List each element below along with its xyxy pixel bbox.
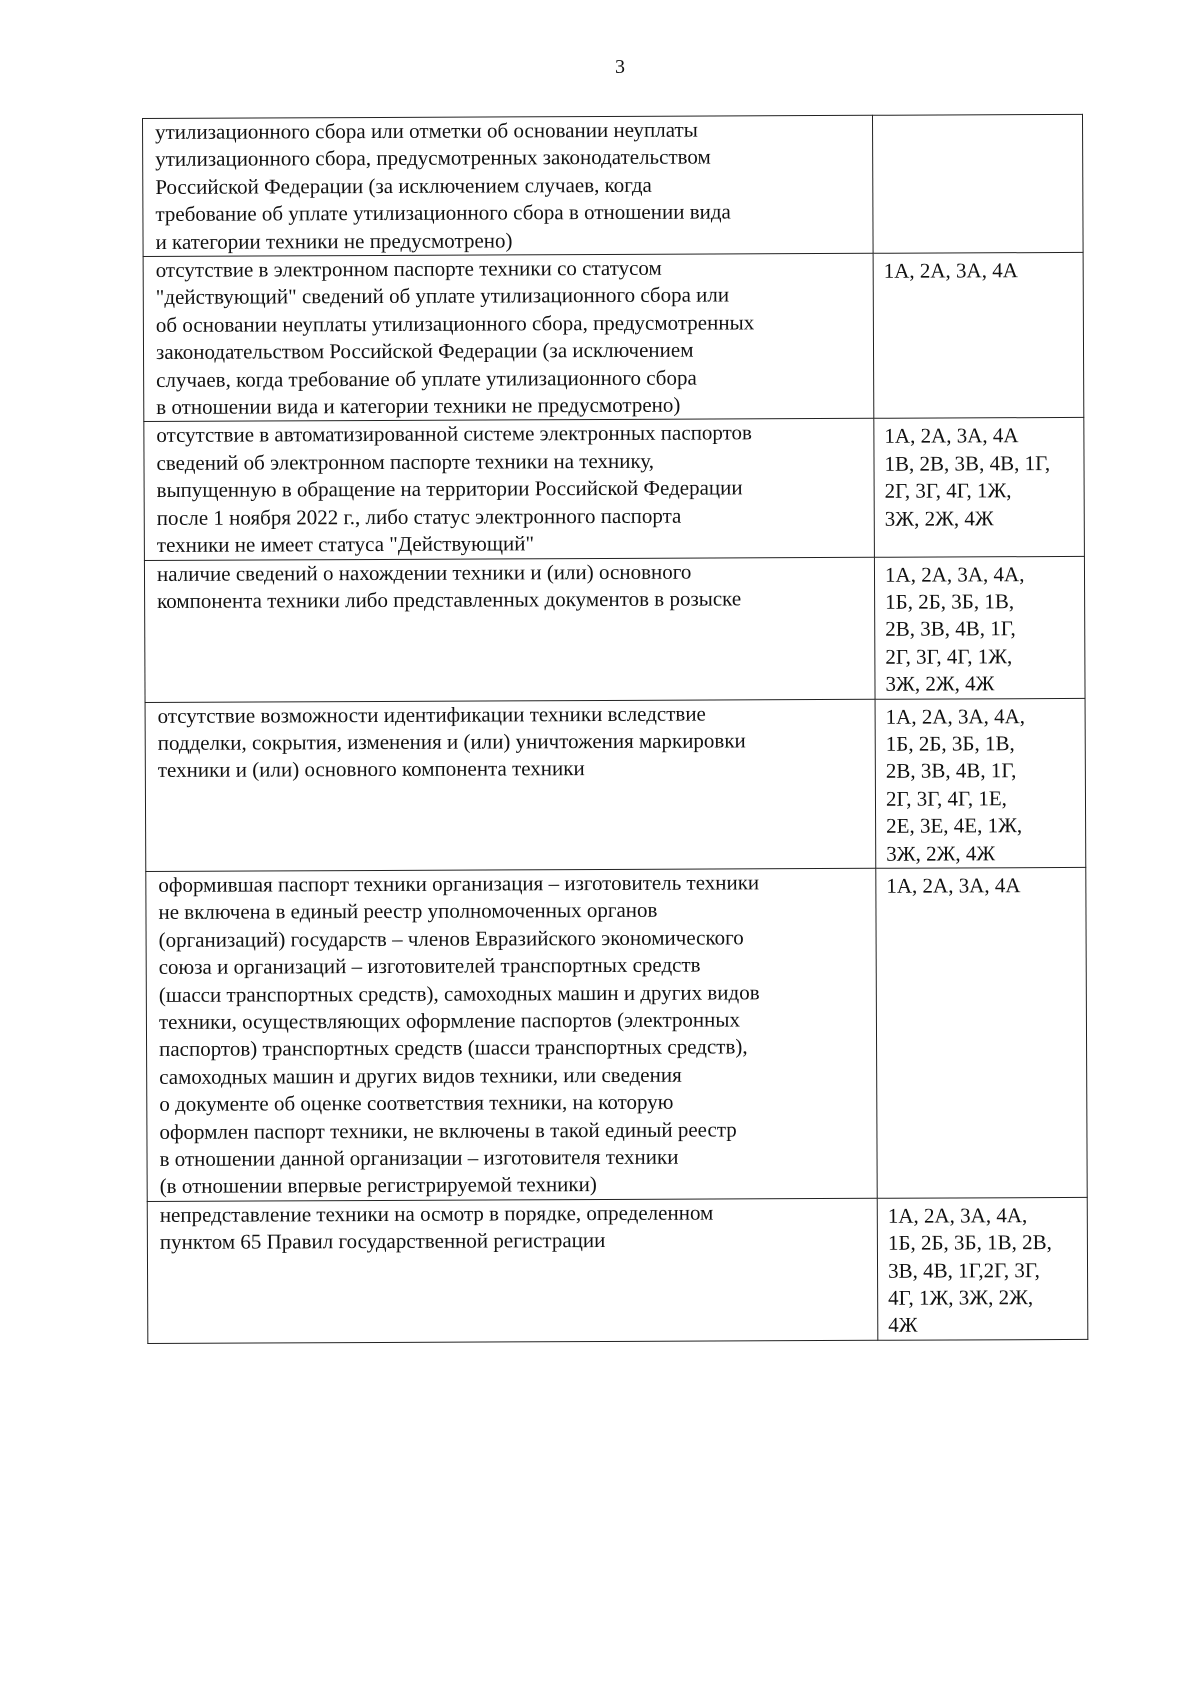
page-number: 3 [615,56,625,78]
condition-text: отсутствие возможности идентификации техники вследствие подделки, сокрытия, изменения и (или) уничтожения маркировки техники и (или) основного компонента техники [145,699,876,872]
category-codes: 1А, 2А, 3А, 4А [876,867,1087,1198]
condition-text: отсутствие в электронном паспорте техники со статусом "действующий" сведений об уплате утилизационного сбора или об основании неуплаты утилизационного сбора, предусмотренных законодательством Российской Федерации (за исключением случаев, когда требование об уплате утилизационного сбора в отношении вида и категории техники не предусмотрено) [143,253,874,422]
table-row [147,1197,1088,1343]
category-codes: 1А, 2А, 3А, 4А 1В, 2В, 3В, 4В, 1Г, 2Г, 3Г, 4Г, 1Ж, 3Ж, 2Ж, 4Ж [874,418,1085,557]
table-row [144,556,1085,702]
condition-text: отсутствие в автоматизированной системе электронных паспортов сведений об электронном паспорте техники на технику, выпущенную в обращение на территории Российской Федерации после 1 ноября 2022 г., либо статус электронного паспорта техники не имеет статуса "Действующий" [144,419,875,560]
table-row [144,418,1085,560]
category-codes: 1А, 2А, 3А, 4А [873,252,1084,418]
table-row [146,867,1087,1201]
table-row [143,114,1084,256]
condition-text: утилизационного сбора или отметки об основании неуплаты утилизационного сбора, предусмотренных законодательством Российской Федерации (за исключением случаев, когда требование об уплате утилизационного сбора в отношении вида и категории техники не предусмотрено) [143,115,874,256]
conditions-table [142,114,1088,1344]
condition-text: непредставление техники на осмотр в порядке, определенном пунктом 65 Правил государственной регистрации [147,1198,878,1343]
table-row [145,698,1086,872]
condition-text: оформившая паспорт техники организация – изготовитель техники не включена в единый реестр уполномоченных органов (организаций) государств – членов Евразийского экономического союза и организаций – изготовителей транспортных средств (шасси транспортных средств), самоходных машин и других видов техники, осуществляющих оформление паспортов (электронных паспортов) транспортных средств (шасси транспортных средств), самоходных машин и других видов техники, или сведения о документе об оценке соответствия техники, на которую оформлен паспорт техники, не включены в такой единый реестр в отношении данной организации – изготовителя техники (в отношении впервые регистрируемой техники) [146,868,877,1201]
condition-text: наличие сведений о нахождении техники и (или) основного компонента техники либо представленных документов в розыске [144,557,875,702]
category-codes: 1А, 2А, 3А, 4А, 1Б, 2Б, 3Б, 1В, 2В, 3В, 4В, 1Г, 2Г, 3Г, 4Г, 1Е, 2Е, 3Е, 4Е, 1Ж, 3Ж, 2Ж, 4Ж [875,698,1086,868]
category-codes: 1А, 2А, 3А, 4А, 1Б, 2Б, 3Б, 1В, 2В, 3В, 4В, 1Г, 2Г, 3Г, 4Г, 1Ж, 3Ж, 2Ж, 4Ж [874,556,1085,699]
table-row [143,252,1084,422]
category-codes [872,114,1083,253]
category-codes: 1А, 2А, 3А, 4А, 1Б, 2Б, 3Б, 1В, 2В, 3В, 4В, 1Г,2Г, 3Г, 4Г, 1Ж, 3Ж, 2Ж, 4Ж [877,1197,1088,1340]
